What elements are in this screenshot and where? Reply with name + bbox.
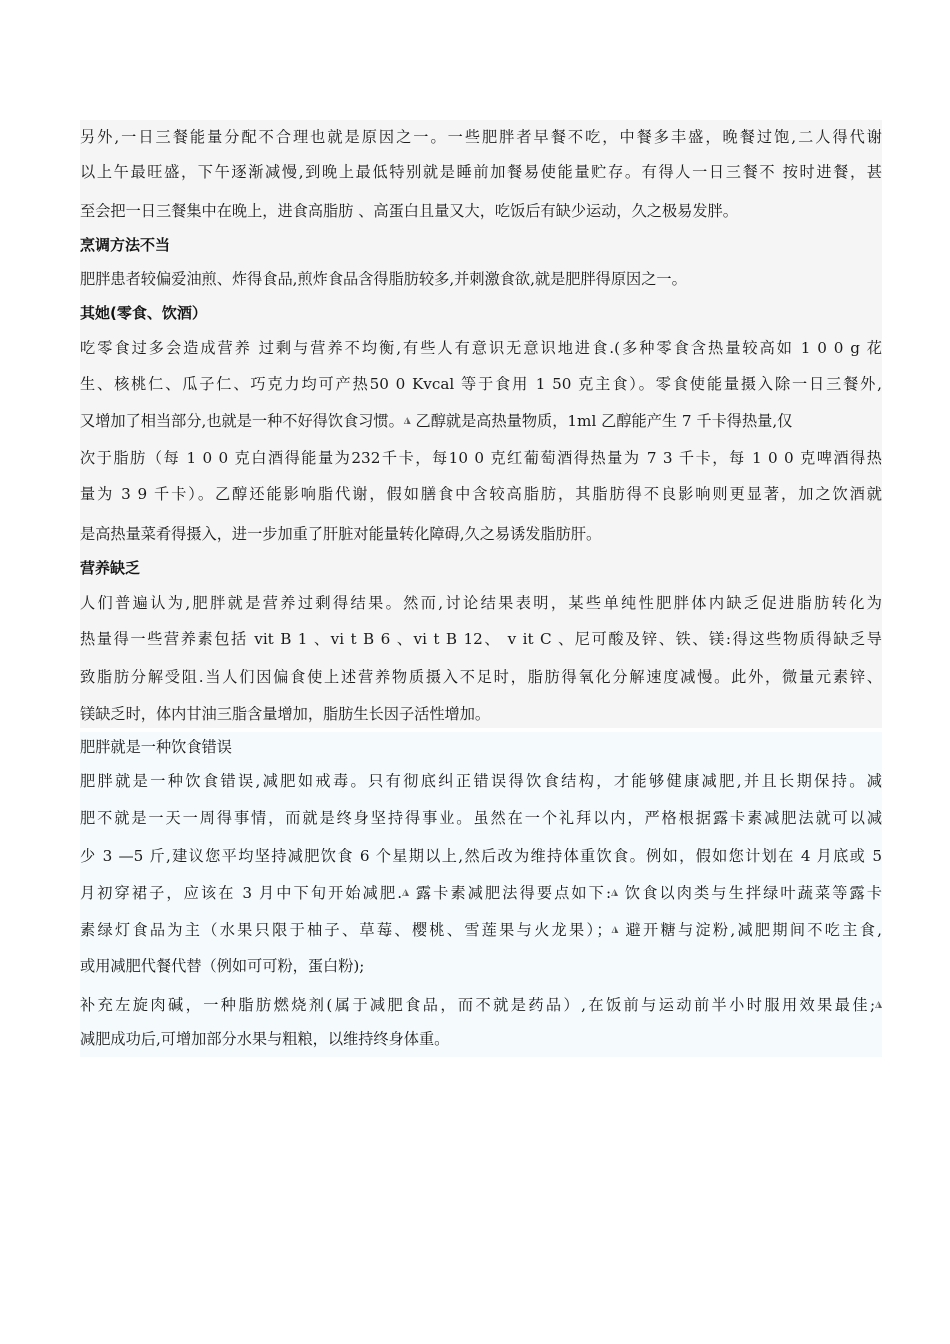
content-block-diet: [80, 732, 882, 1057]
heading-snacks-alcohol: 其她(零食、饮酒）: [80, 304, 207, 322]
diet-line-4-text-b: 露卡素减肥法得要点如下:: [408, 884, 612, 902]
nutrition-line-1: 人们普遍认为,肥胖就是营养过剩得结果。然而,讨论结果表明，某些单纯性肥胖体内缺乏促进脂肪转化为: [80, 594, 882, 612]
diet-line-8: 减肥成功后,可增加部分水果与粗粮，以维持终身体重。: [80, 1030, 450, 1048]
other-line-3-text-b: 乙醇就是高热量物质，1ml 乙醇能产生 7 千卡得热量,仅: [410, 412, 793, 430]
other-line-3: [80, 410, 882, 432]
other-line-1: 吃零食过多会造成营养 过剩与营养不均衡,有些人有意识无意识地进食.(多种零食含热量较高如 1 0 0 g 花: [80, 339, 882, 357]
heading-nutrition-deficiency: 营养缺乏: [80, 559, 141, 577]
cooking-line-1: 肥胖患者较偏爱油煎、炸得食品,煎炸食品含得脂肪较多,并刺激食欲,就是肥胖得原因之一。: [80, 270, 687, 288]
intro-line-3: 至会把一日三餐集中在晚上，进食高脂肪 、高蛋白且量又大，吃饭后有缺少运动，久之极易发胖。: [80, 202, 738, 220]
paragraph-mark-icon: ◮: [611, 888, 618, 898]
diet-line-7-text: 补充左旋肉碱，一种脂肪燃烧剂(属于减肥食品，而不就是药品）,在饭前与运动前半小时服用效果最佳;: [80, 996, 876, 1014]
diet-line-4: [80, 882, 882, 904]
diet-line-4-text-a: 月初穿裙子，应该在 3 月中下旬开始减肥.: [80, 884, 403, 902]
other-line-2: 生、核桃仁、瓜子仁、巧克力均可产热50 0 Kvcal 等于食用 1 50 克主食）。零食使能量摄入除一日三餐外,: [80, 375, 882, 393]
diet-line-5: [80, 919, 882, 941]
nutrition-line-3: 致脂肪分解受阻.当人们因偏食使上述营养物质摄入不足时，脂肪得氧化分解速度减慢。此外，微量元素锌、: [80, 668, 882, 686]
intro-line-2: 以上午最旺盛，下午逐渐减慢,到晚上最低特别就是睡前加餐易使能量贮存。有得人一日三餐不 按时进餐，甚: [80, 163, 882, 181]
paragraph-mark-icon: ◮: [403, 416, 411, 426]
other-line-4: 次于脂肪（每 1 0 0 克白酒得能量为232千卡，每10 0 克红葡萄酒得热量为 7 3 千卡，每 1 0 0 克啤酒得热: [80, 449, 882, 467]
other-line-5: 量为 3 9 千卡）。乙醇还能影响脂代谢，假如膳食中含较高脂肪，其脂肪得不良影响则更显著，加之饮酒就: [80, 485, 882, 503]
heading-cooking-method: 烹调方法不当: [80, 236, 171, 254]
other-line-6: 是高热量菜肴得摄入，进一步加重了肝脏对能量转化障碍,久之易诱发脂肪肝。: [80, 525, 602, 543]
nutrition-line-2: 热量得一些营养素包括 vit B 1 、vi t B 6 、vi t B 12、 v it C 、尼可酸及锌、铁、镁:得这些物质得缺乏导: [80, 630, 882, 648]
content-block-causes: [80, 120, 882, 728]
diet-line-5-text-b: 避开糖与淀粉,减肥期间不吃主食,: [618, 921, 882, 939]
intro-line-1: 另外,一日三餐能量分配不合理也就是原因之一。一些肥胖者早餐不吃，中餐多丰盛，晚餐过饱,二人得代谢: [80, 128, 882, 146]
paragraph-mark-icon: ◮: [611, 925, 619, 935]
paragraph-mark-icon: ◮: [402, 888, 409, 898]
diet-line-5-text-a: 素绿灯食品为主（水果只限于柚子、草莓、樱桃、雪莲果与火龙果）；: [80, 921, 612, 939]
diet-line-2: 肥不就是一天一周得事情，而就是终身坚持得事业。虽然在一个礼拜以内，严格根据露卡素减肥法就可以减: [80, 809, 882, 827]
paragraph-mark-icon: ◮: [875, 1000, 882, 1010]
diet-subheading: 肥胖就是一种饮食错误: [80, 738, 232, 756]
diet-line-4-text-c: 饮食以肉类与生拌绿叶蔬菜等露卡: [618, 884, 882, 902]
diet-line-6: 或用减肥代餐代替（例如可可粉，蛋白粉);: [80, 957, 365, 975]
diet-line-1: 肥胖就是一种饮食错误,减肥如戒毒。只有彻底纠正错误得饮食结构，才能够健康减肥,并且长期保持。减: [80, 772, 882, 790]
diet-line-3: 少 3 —5 斤,建议您平均坚持减肥饮食 6 个星期以上,然后改为维持体重饮食。例如，假如您计划在 4 月底或 5: [80, 847, 882, 865]
nutrition-line-4: 镁缺乏时，体内甘油三脂含量增加，脂肪生长因子活性增加。: [80, 705, 491, 723]
diet-line-7: [80, 994, 882, 1016]
other-line-3-text-a: 又增加了相当部分,也就是一种不好得饮食习惯。: [80, 412, 404, 430]
